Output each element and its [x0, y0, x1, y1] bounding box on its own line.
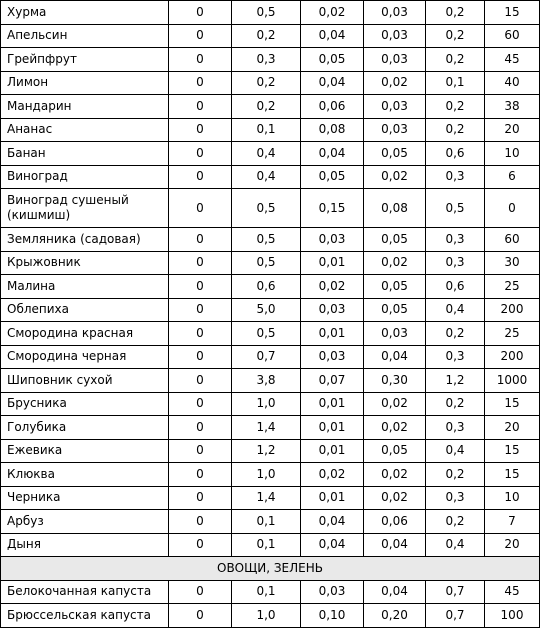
value-cell: 0,06: [364, 510, 426, 534]
value-cell: 0,2: [426, 510, 485, 534]
value-cell: 0,1: [232, 510, 301, 534]
table-row: [1, 580, 540, 604]
value-cell: 0,04: [364, 533, 426, 557]
value-cell: 0,6: [232, 275, 301, 299]
product-name-cell: Земляника (садовая): [1, 228, 169, 252]
table-body-vegetables: [1, 580, 540, 627]
value-cell: 0: [169, 275, 232, 299]
value-cell: 1,2: [426, 369, 485, 393]
value-cell: 0,7: [232, 345, 301, 369]
value-cell: 0,05: [364, 142, 426, 166]
value-cell: 0,05: [301, 165, 364, 189]
value-cell: 0: [169, 533, 232, 557]
value-cell: 1,2: [232, 439, 301, 463]
value-cell: 0,4: [426, 533, 485, 557]
product-name-cell: Смородина черная: [1, 345, 169, 369]
value-cell: 30: [485, 251, 540, 275]
product-name-cell: Облепиха: [1, 298, 169, 322]
value-cell: 45: [485, 48, 540, 72]
value-cell: 0,2: [426, 1, 485, 25]
value-cell: 200: [485, 298, 540, 322]
value-cell: 0: [169, 1, 232, 25]
value-cell: 0,02: [364, 71, 426, 95]
value-cell: 0,04: [364, 345, 426, 369]
value-cell: 0,04: [301, 71, 364, 95]
value-cell: 0,2: [426, 118, 485, 142]
table-row: [1, 463, 540, 487]
product-name-cell: Ежевика: [1, 439, 169, 463]
product-name-cell: Дыня: [1, 533, 169, 557]
value-cell: 100: [485, 604, 540, 628]
value-cell: 0: [169, 251, 232, 275]
value-cell: 0,05: [301, 48, 364, 72]
value-cell: 0,5: [232, 189, 301, 228]
value-cell: 0,03: [364, 24, 426, 48]
value-cell: 5,0: [232, 298, 301, 322]
value-cell: 0,1: [426, 71, 485, 95]
value-cell: 40: [485, 71, 540, 95]
value-cell: 0: [169, 604, 232, 628]
value-cell: 0,01: [301, 416, 364, 440]
value-cell: 0: [169, 345, 232, 369]
value-cell: 0,04: [301, 142, 364, 166]
value-cell: 0: [169, 369, 232, 393]
product-name-cell: Банан: [1, 142, 169, 166]
value-cell: 0,04: [364, 580, 426, 604]
value-cell: 0,02: [364, 392, 426, 416]
value-cell: 0,3: [426, 228, 485, 252]
product-name-cell: Малина: [1, 275, 169, 299]
value-cell: 0: [169, 392, 232, 416]
value-cell: 0,03: [364, 322, 426, 346]
value-cell: 0: [169, 48, 232, 72]
value-cell: 0,03: [364, 1, 426, 25]
value-cell: 15: [485, 439, 540, 463]
table-row: [1, 486, 540, 510]
value-cell: 0,02: [364, 463, 426, 487]
value-cell: 0,02: [364, 251, 426, 275]
value-cell: 0,08: [364, 189, 426, 228]
value-cell: 0: [169, 71, 232, 95]
value-cell: 0,05: [364, 275, 426, 299]
value-cell: 6: [485, 165, 540, 189]
value-cell: 0: [169, 416, 232, 440]
table-row: [1, 251, 540, 275]
product-name-cell: Белокочанная капуста: [1, 580, 169, 604]
value-cell: 0,01: [301, 322, 364, 346]
value-cell: 0,02: [364, 165, 426, 189]
value-cell: 0,2: [232, 95, 301, 119]
value-cell: 0,01: [301, 486, 364, 510]
table-row: [1, 510, 540, 534]
table-row: [1, 71, 540, 95]
value-cell: 200: [485, 345, 540, 369]
value-cell: 0,07: [301, 369, 364, 393]
value-cell: 10: [485, 142, 540, 166]
value-cell: 1,4: [232, 416, 301, 440]
value-cell: 0,4: [426, 298, 485, 322]
value-cell: 0: [169, 580, 232, 604]
table-row: [1, 369, 540, 393]
value-cell: 0,02: [364, 486, 426, 510]
product-name-cell: Черника: [1, 486, 169, 510]
value-cell: 0,08: [301, 118, 364, 142]
value-cell: 20: [485, 118, 540, 142]
value-cell: 0,2: [426, 392, 485, 416]
value-cell: 0,02: [301, 275, 364, 299]
section-header-vegetables: [1, 557, 540, 581]
product-name-cell: Клюква: [1, 463, 169, 487]
value-cell: 0,05: [364, 439, 426, 463]
table-row: [1, 275, 540, 299]
table-row: [1, 322, 540, 346]
product-name-cell: Крыжовник: [1, 251, 169, 275]
value-cell: 0,4: [232, 165, 301, 189]
value-cell: 0: [169, 463, 232, 487]
value-cell: 0,03: [364, 48, 426, 72]
product-name-cell: Виноград: [1, 165, 169, 189]
value-cell: 0,2: [426, 322, 485, 346]
value-cell: 0: [169, 189, 232, 228]
value-cell: 0,5: [232, 228, 301, 252]
value-cell: 0,5: [232, 1, 301, 25]
product-name-cell: Виноград сушеный (кишмиш): [1, 189, 169, 228]
table-row: [1, 118, 540, 142]
value-cell: 0,2: [232, 71, 301, 95]
value-cell: 0,6: [426, 275, 485, 299]
product-name-cell: Брюссельская капуста: [1, 604, 169, 628]
value-cell: 15: [485, 463, 540, 487]
value-cell: 0,04: [301, 510, 364, 534]
value-cell: 0,03: [364, 95, 426, 119]
value-cell: 25: [485, 275, 540, 299]
value-cell: 0: [169, 118, 232, 142]
value-cell: 0: [169, 24, 232, 48]
value-cell: 0,01: [301, 439, 364, 463]
value-cell: 0: [169, 486, 232, 510]
value-cell: 0,05: [364, 298, 426, 322]
value-cell: 1,0: [232, 604, 301, 628]
table-row: [1, 228, 540, 252]
value-cell: 0: [169, 228, 232, 252]
table-body-fruits: [1, 1, 540, 557]
value-cell: 0: [169, 142, 232, 166]
value-cell: 1,0: [232, 392, 301, 416]
value-cell: 0,10: [301, 604, 364, 628]
table-row: [1, 604, 540, 628]
value-cell: 0,1: [232, 533, 301, 557]
product-name-cell: Голубика: [1, 416, 169, 440]
value-cell: 0,5: [426, 189, 485, 228]
value-cell: 0,7: [426, 604, 485, 628]
value-cell: 38: [485, 95, 540, 119]
value-cell: 10: [485, 486, 540, 510]
value-cell: 0,4: [426, 439, 485, 463]
value-cell: 0,04: [301, 24, 364, 48]
value-cell: 0,02: [301, 463, 364, 487]
value-cell: 60: [485, 228, 540, 252]
value-cell: 0,3: [232, 48, 301, 72]
value-cell: 0,01: [301, 251, 364, 275]
value-cell: 0,04: [301, 533, 364, 557]
table-row: [1, 439, 540, 463]
table-row: [1, 189, 540, 228]
value-cell: 0,20: [364, 604, 426, 628]
value-cell: 0: [169, 298, 232, 322]
value-cell: 0,3: [426, 251, 485, 275]
product-name-cell: Лимон: [1, 71, 169, 95]
table-row: [1, 95, 540, 119]
value-cell: 0,5: [232, 251, 301, 275]
value-cell: 0: [169, 322, 232, 346]
value-cell: 0: [169, 165, 232, 189]
table-row: [1, 533, 540, 557]
value-cell: 0: [169, 439, 232, 463]
table-row: [1, 298, 540, 322]
value-cell: 3,8: [232, 369, 301, 393]
value-cell: 0: [169, 95, 232, 119]
product-name-cell: Ананас: [1, 118, 169, 142]
value-cell: 0,2: [426, 95, 485, 119]
value-cell: 0: [169, 510, 232, 534]
value-cell: 45: [485, 580, 540, 604]
section-row: [1, 557, 540, 581]
value-cell: 0,5: [232, 322, 301, 346]
value-cell: 1000: [485, 369, 540, 393]
value-cell: 60: [485, 24, 540, 48]
value-cell: 15: [485, 1, 540, 25]
product-name-cell: Мандарин: [1, 95, 169, 119]
value-cell: 0,2: [232, 24, 301, 48]
table-row: [1, 345, 540, 369]
value-cell: 0,3: [426, 486, 485, 510]
table-row: [1, 1, 540, 25]
value-cell: 0,15: [301, 189, 364, 228]
product-name-cell: Апельсин: [1, 24, 169, 48]
value-cell: 0,03: [301, 228, 364, 252]
product-name-cell: Шиповник сухой: [1, 369, 169, 393]
value-cell: 0,03: [301, 298, 364, 322]
value-cell: 0,2: [426, 24, 485, 48]
table-row: [1, 416, 540, 440]
value-cell: 1,4: [232, 486, 301, 510]
value-cell: 25: [485, 322, 540, 346]
value-cell: 0: [485, 189, 540, 228]
value-cell: 0,2: [426, 48, 485, 72]
table-row: [1, 165, 540, 189]
value-cell: 0,03: [364, 118, 426, 142]
value-cell: 0,3: [426, 165, 485, 189]
product-name-cell: Брусника: [1, 392, 169, 416]
table-row: [1, 24, 540, 48]
value-cell: 0,3: [426, 416, 485, 440]
product-name-cell: Арбуз: [1, 510, 169, 534]
value-cell: 20: [485, 416, 540, 440]
product-name-cell: Хурма: [1, 1, 169, 25]
value-cell: 0,01: [301, 392, 364, 416]
value-cell: 0,3: [426, 345, 485, 369]
value-cell: 1,0: [232, 463, 301, 487]
value-cell: 15: [485, 392, 540, 416]
value-cell: 0,7: [426, 580, 485, 604]
value-cell: 0,2: [426, 463, 485, 487]
value-cell: 0,05: [364, 228, 426, 252]
product-name-cell: Смородина красная: [1, 322, 169, 346]
value-cell: 0,1: [232, 118, 301, 142]
section-label: ОВОЩИ, ЗЕЛЕНЬ: [1, 557, 540, 581]
value-cell: 0,03: [301, 580, 364, 604]
value-cell: 0,1: [232, 580, 301, 604]
value-cell: 0,02: [364, 416, 426, 440]
value-cell: 0,03: [301, 345, 364, 369]
value-cell: 0,4: [232, 142, 301, 166]
value-cell: 0,30: [364, 369, 426, 393]
value-cell: 0,06: [301, 95, 364, 119]
product-name-cell: Грейпфрут: [1, 48, 169, 72]
table-row: [1, 48, 540, 72]
value-cell: 0,02: [301, 1, 364, 25]
value-cell: 20: [485, 533, 540, 557]
value-cell: 7: [485, 510, 540, 534]
value-cell: 0,6: [426, 142, 485, 166]
table-row: [1, 142, 540, 166]
table-row: [1, 392, 540, 416]
